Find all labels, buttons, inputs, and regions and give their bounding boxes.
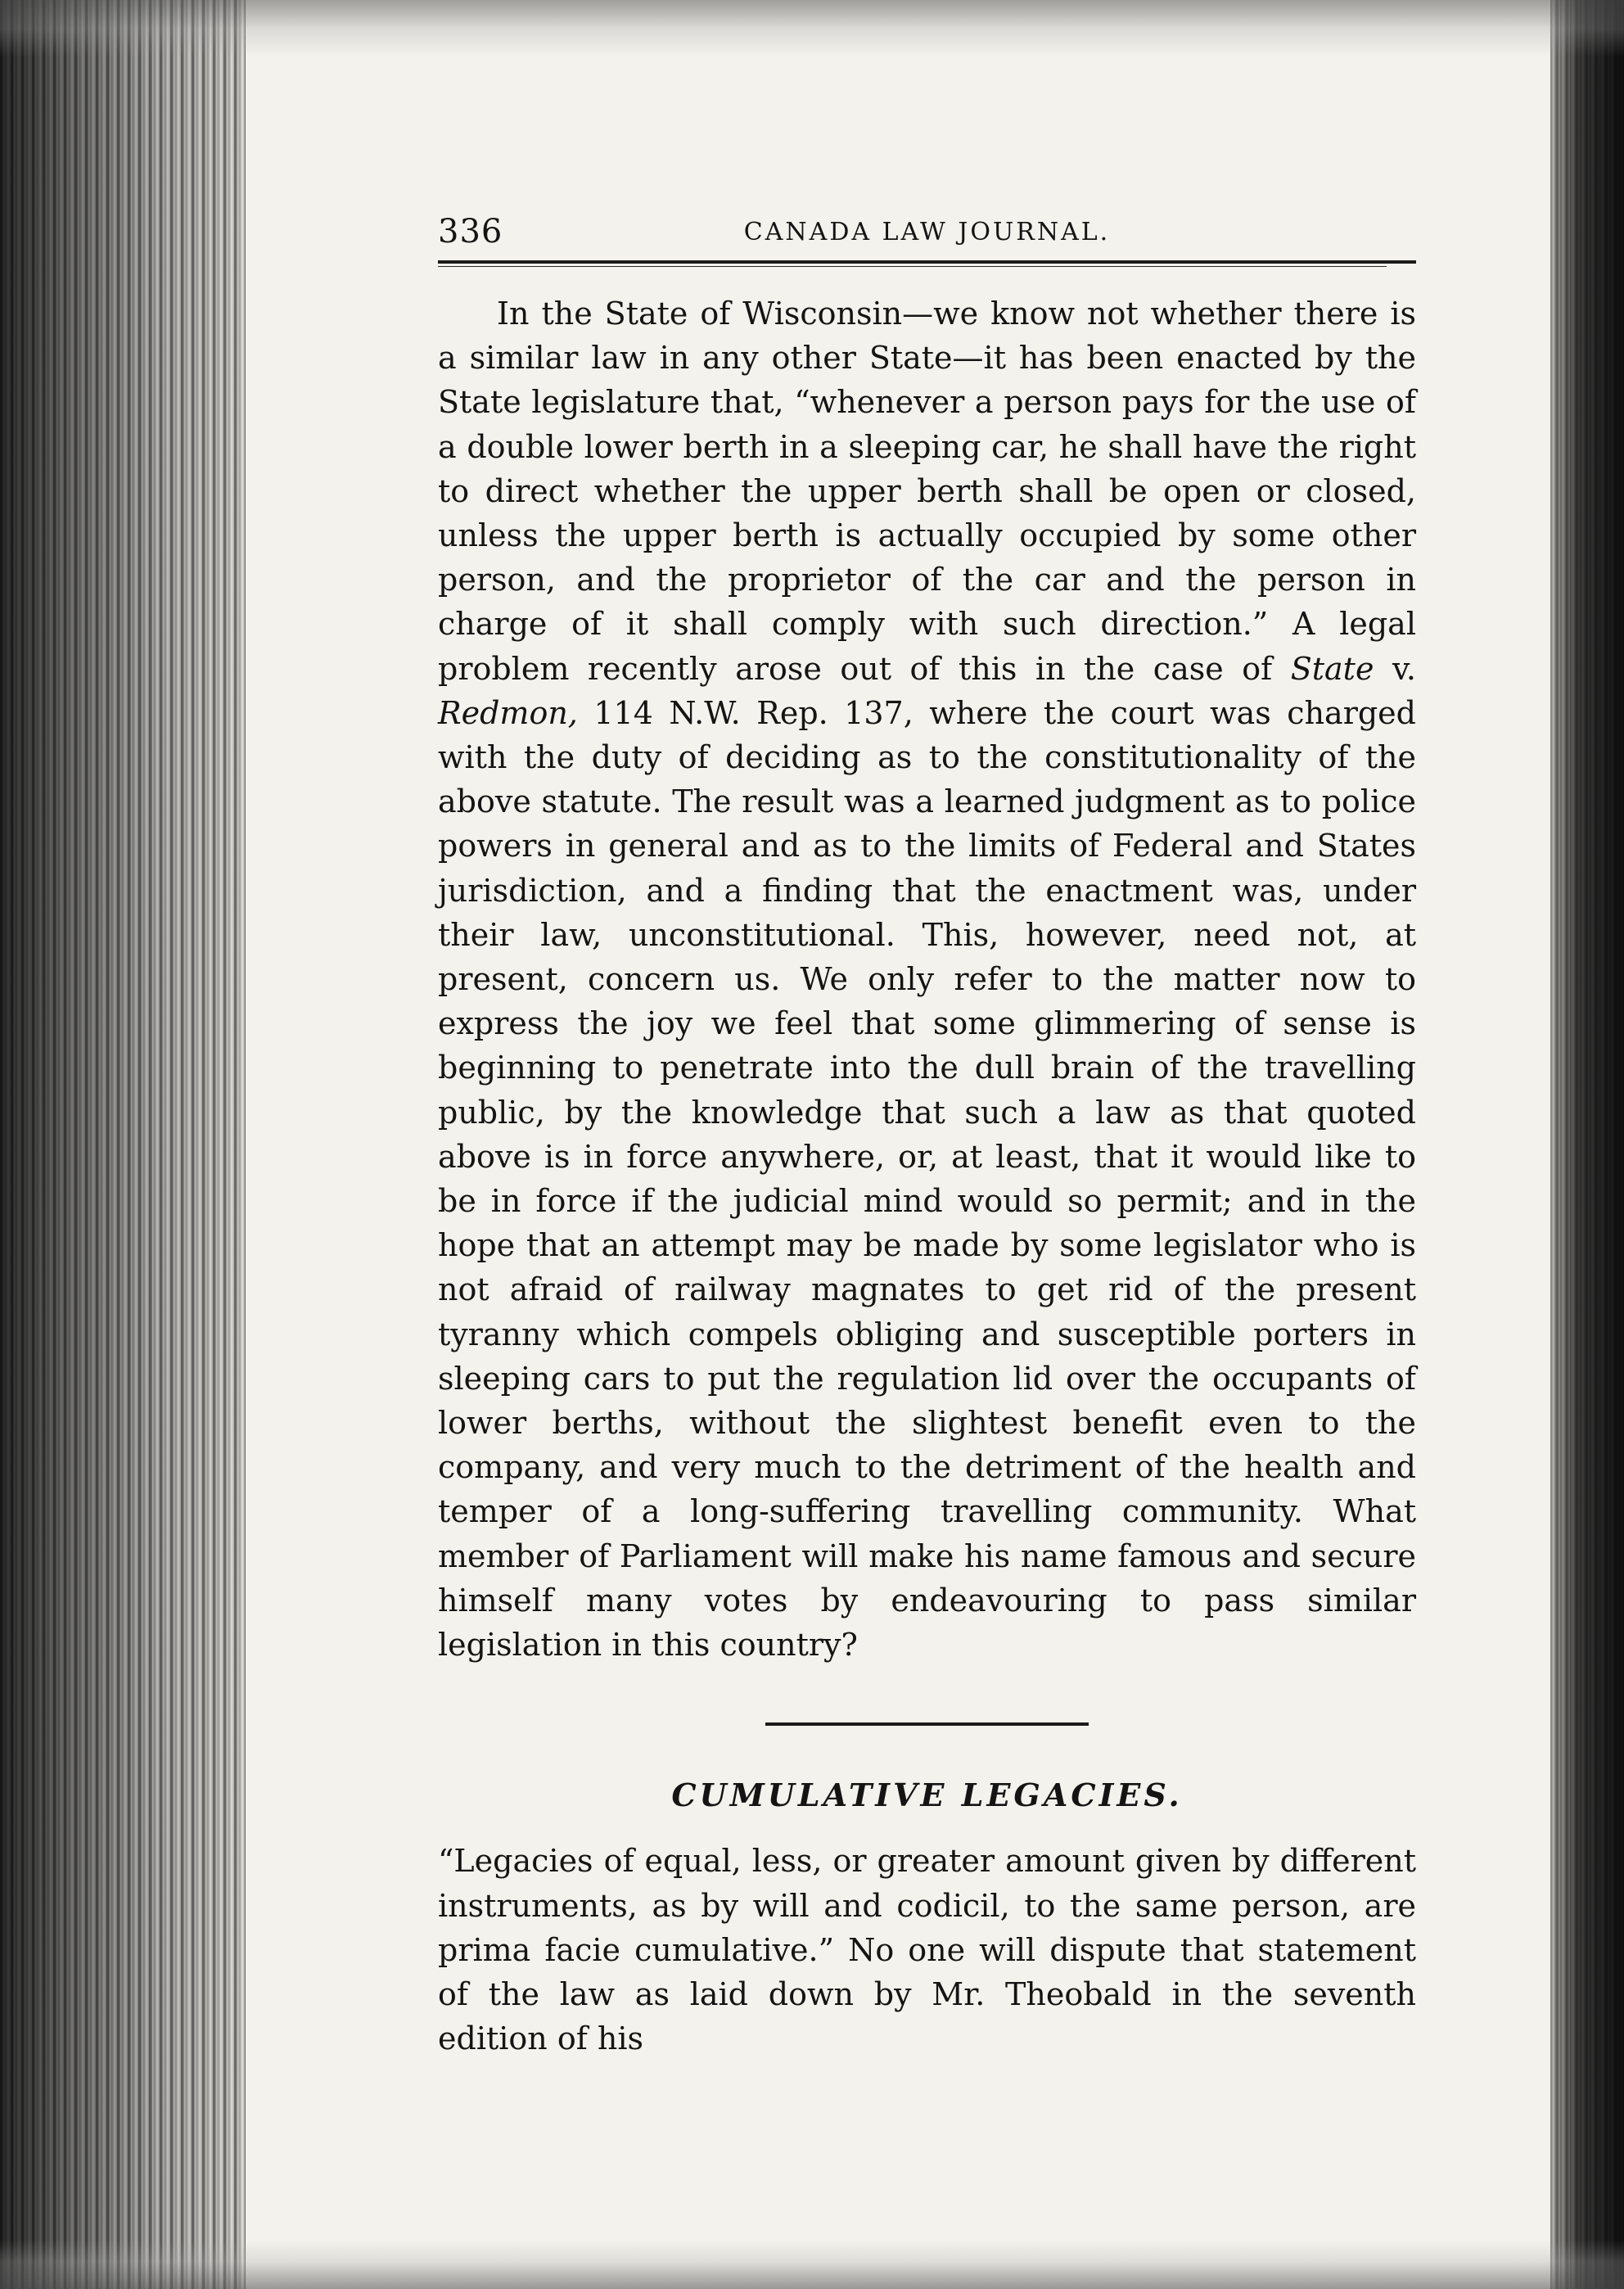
case-versus: v. <box>1374 650 1416 687</box>
top-page-edge <box>0 0 1624 57</box>
paragraph-text-before-case: In the State of Wisconsin—we know not whether there is a similar law in any other State—it has been enacted by the State legislature that, “whenever a person pays for the use of a double lower berth in a sleeping car, he shall have the right to direct whether the upper berth shall be open or closed, unless the upper berth is actually occupied by some other person, and the proprietor of the car and the person in charge of it shall comply with such direction.” A legal problem recently arose out of this in the case of <box>438 296 1416 687</box>
article-body <box>438 291 1416 2061</box>
paragraph-wisconsin-law <box>438 291 1416 1667</box>
binding-shadow <box>0 0 246 2289</box>
right-page-edge <box>1550 0 1624 2289</box>
header-rule <box>438 260 1416 264</box>
header-rule-thin <box>438 266 1387 267</box>
paragraph-text-after-case: 114 N.W. Rep. 137, where the court was charged with the duty of deciding as to the constitutionality of the above statute. The result was a learned judgment as to police powers in general and as to the limits of Federal and States jurisdiction, and a finding that the enactment was, under their law, unconstitutional. This, however, need not, at present, concern us. We only refer to the matter now to express the joy we feel that some glimmering of sense is beginning to penetrate into the dull brain of the travelling public, by the knowledge that such a law as that quoted above is in force anywhere, or, at least, that it would like to be in force if the judicial mind would so permit; and in the hope that an attempt may be made by some legislator who is not afraid of railway magnates to get rid of the present tyranny which compels obliging and susceptible porters in sleeping cars to put the regulation lid over the occupants of lower berths, without the slightest benefit even to the company, and very much to the detriment of the health and temper of a long-suffering travelling community. What member of Parliament will make his name famous and secure himself many votes by endeavouring to pass similar legislation in this country? <box>438 694 1416 1664</box>
page-number: 336 <box>438 213 503 251</box>
section-title: CUMULATIVE LEGACIES. <box>671 1777 1183 1814</box>
paragraph-cumulative-legacies: “Legacies of equal, less, or greater amount given by different instruments, as by will and codicil, to the same person, are prima facie cumulative.” No one will dispute that statement of the law as laid down by Mr. Theobald in the seventh edition of his <box>438 1843 1416 2057</box>
section-divider <box>765 1722 1089 1726</box>
case-name-redmon: Redmon, <box>438 694 578 731</box>
bottom-page-edge <box>0 2240 1624 2289</box>
page <box>438 205 1416 2061</box>
case-name-state: State <box>1290 650 1374 687</box>
journal-title: CANADA LAW JOURNAL. <box>743 218 1111 246</box>
running-head <box>438 205 1416 254</box>
